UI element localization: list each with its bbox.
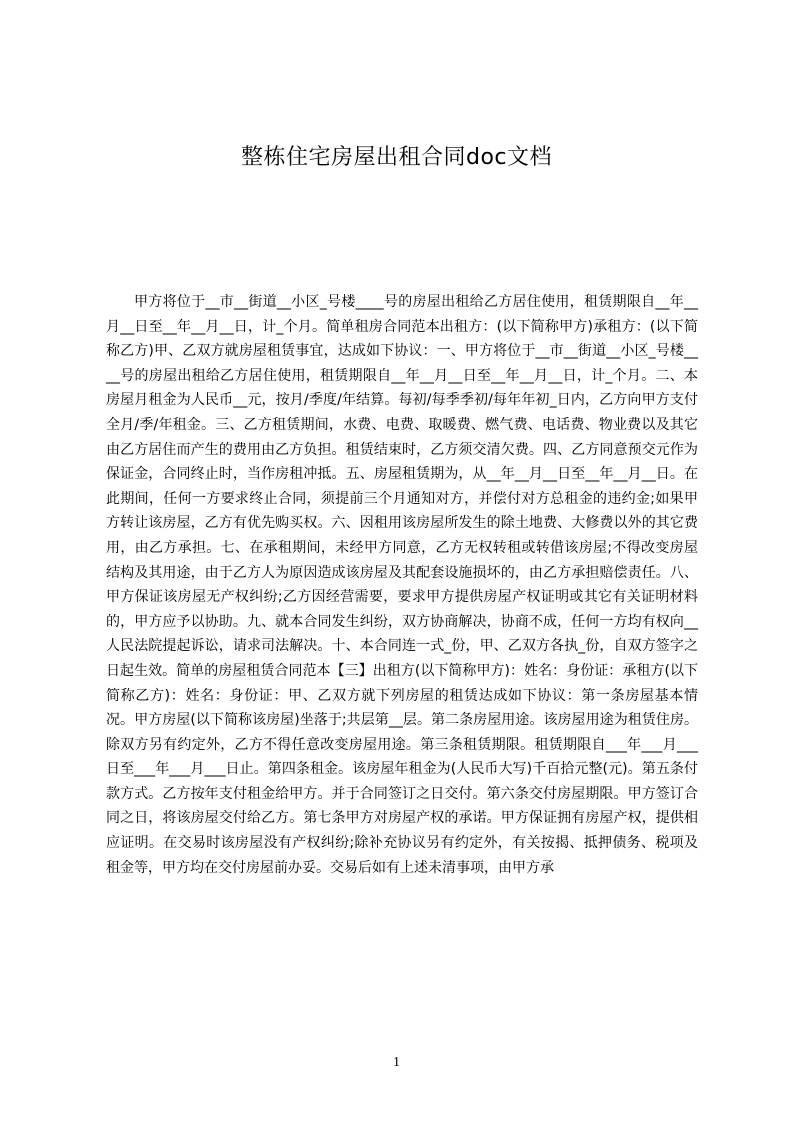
page-number: 1 — [393, 1055, 400, 1070]
document-body-paragraph: 甲方将位于__市__街道__小区_号楼____号的房屋出租给乙方居住使用，租赁期限自__年__月__日至__年__月__日，计_个月。简单租房合同范本出租方：(以下简称甲方)承租方：(以下简称乙方)甲、乙双方就房屋租赁事宜，达成如下协议：一、甲方将位于__市__街道__小区_号楼____号的房屋出租给乙方居住使用，租赁期限自__年__月__日至__年__月__日，计_个月。二、本房屋月租金为人民币__元，按月/季度/年结算。每初/每季季初/每年年初_日内，乙方向甲方支付全月/季/年租金。三、乙方租赁期间，水费、电费、取暖费、燃气费、电话费、物业费以及其它由乙方居住而产生的费用由乙方负担。租赁结束时，乙方须交清欠费。四、乙方同意预交元作为保证金，合同终止时，当作房租冲抵。五、房屋租赁期为，从__年__月__日至__年__月__日。在此期间，任何一方要求终止合同，须提前三个月通知对方，并偿付对方总租金的违约金;如果甲方转让该房屋，乙方有优先购买权。六、因租用该房屋所发生的除土地费、大修费以外的其它费用，由乙方承担。七、在承租期间，未经甲方同意，乙方无权转租或转借该房屋;不得改变房屋结构及其用途，由于乙方人为原因造成该房屋及其配套设施损坏的，由乙方承担赔偿责任。八、甲方保证该房屋无产权纠纷;乙方因经营需要，要求甲方提供房屋产权证明或其它有关证明材料的，甲方应予以协助。九、就本合同发生纠纷，双方协商解决，协商不成，任何一方均有权向__人民法院提起诉讼，请求司法解决。十、本合同连一式_份，甲、乙双方各执_份，自双方签字之日起生效。简单的房屋租赁合同范本【三】出租方(以下简称甲方)：姓名：身份证：承租方(以下简称乙方)：姓名：身份证：甲、乙双方就下列房屋的租赁达成如下协议：第一条房屋基本情况。甲方房屋(以下简称该房屋)坐落于;共层第__层。第二条房屋用途。该房屋用途为租赁住房。除双方另有约定外，乙方不得任意改变房屋用途。第三条租赁期限。租赁期限自___年___月___日至___年___月___日止。第四条租金。该房屋年租金为(人民币大写)千百拾元整(元)。第五条付款方式。乙方按年支付租金给甲方。并于合同签订之日交付。第六条交付房屋期限。甲方签订合同之日，将该房屋交付给乙方。第七条甲方对房屋产权的承诺。甲方保证拥有房屋产权，提供相应证明。在交易时该房屋没有产权纠纷;除补充协议另有约定外，有关按揭、抵押债务、税项及租金等，甲方均在交付房屋前办妥。交易后如有上述未清事项，由甲方承 — [106, 294, 698, 876]
document-title: 整栋住宅房屋出租合同doc文档 — [240, 145, 553, 170]
